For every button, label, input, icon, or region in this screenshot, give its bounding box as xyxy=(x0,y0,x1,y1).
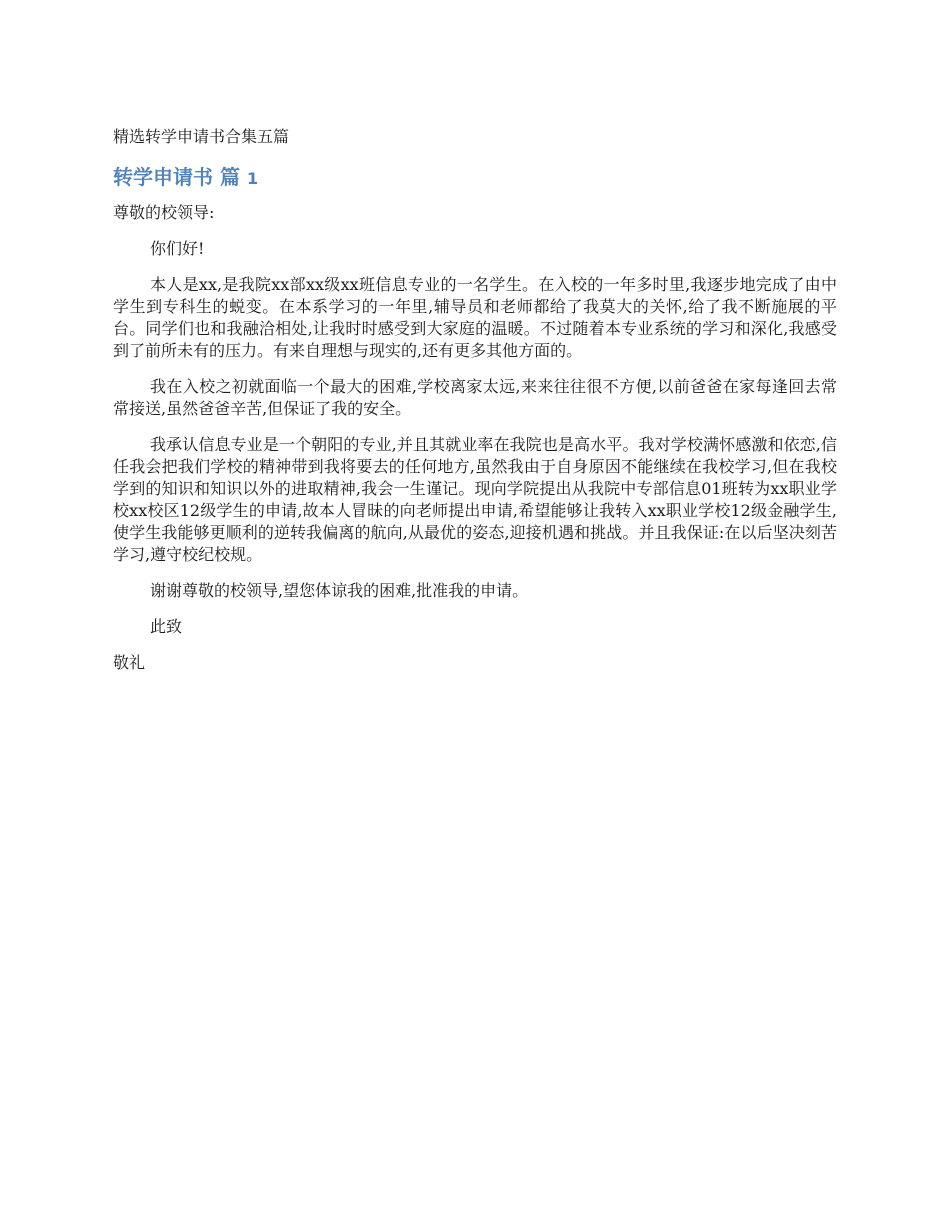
closing-jingli: 敬礼 xyxy=(113,653,146,672)
paragraph-introduction: 本人是xx,是我院xx部xx级xx班信息专业的一名学生。在入校的一年多时里,我逐步地完成了由中学生到专科生的蜕变。在本系学习的一年里,辅导员和老师都给了我莫大的关怀,给了我不断施展的平台。同学们也和我融洽相处,让我时时感受到大家庭的温暖。不过随着本专业系统的学习和深化,我感受到了前所未有的压力。有来自理想与现实的,还有更多其他方面的。 xyxy=(113,275,837,360)
document-title: 精选转学申请书合集五篇 xyxy=(113,127,290,146)
letter-body xyxy=(113,202,837,688)
closing-cizhi: 此致 xyxy=(150,617,183,636)
paragraph-difficulty: 我在入校之初就面临一个最大的困难,学校离家太远,来来往往很不方便,以前爸爸在家每逢回去常常接送,虽然爸爸辛苦,但保证了我的安全。 xyxy=(113,377,837,418)
section-heading-text: 转学申请书 篇 xyxy=(113,165,240,189)
section-heading xyxy=(113,163,258,193)
salutation: 尊敬的校领导: xyxy=(113,203,215,222)
section-number: 1 xyxy=(246,169,259,188)
greeting: 你们好! xyxy=(150,239,205,258)
paragraph-request: 我承认信息专业是一个朝阳的专业,并且其就业率在我院也是高水平。我对学校满怀感激和依恋,信任我会把我们学校的精神带到我将要去的任何地方,虽然我由于自身原因不能继续在我校学习,但在我校学到的知识和知识以外的进取精神,我会一生谨记。现向学院提出从我院中专部信息01班转为xx职业学校xx校区12级学生的申请,故本人冒昧的向老师提出申请,希望能够让我转入xx职业学校12级金融学生,使学生我能够更顺利的逆转我偏离的航向,从最优的姿态,迎接机遇和挑战。并且我保证:在以后坚决刻苦学习,遵守校纪校规。 xyxy=(113,435,837,564)
paragraph-thanks: 谢谢尊敬的校领导,望您体谅我的困难,批准我的申请。 xyxy=(150,581,529,600)
